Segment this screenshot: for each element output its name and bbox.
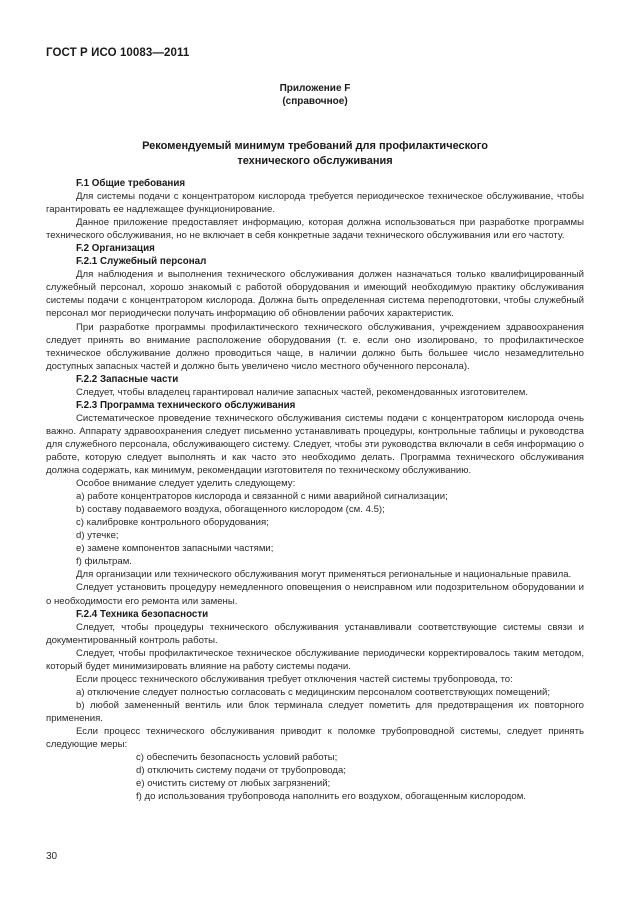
section-heading-f2: F.2 Организация [76, 243, 155, 255]
document-code: ГОСТ Р ИСО 10083—2011 [46, 47, 190, 59]
paragraph: Следует установить процедуру немедленного оповещения о неисправном или подозрительном оборудовании и о необходимости его ремонта или замены. [46, 582, 584, 607]
list-item: d) утечке; [76, 530, 119, 542]
paragraph: Если процесс технического обслуживания приводит к поломке трубопроводной системы, следует принять следующие меры: [46, 725, 584, 751]
list-item: f) фильтрам. [76, 556, 132, 568]
annex-title-line-1: Рекомендуемый минимум требований для профилактического [142, 140, 488, 152]
paragraph: Для системы подачи с концентратором кислорода требуется периодическое техническое обслуживание, чтобы гарантировать ее надлежащее функционирование. [46, 191, 584, 216]
list-item: e) очистить систему от любых загрязнений; [136, 778, 331, 790]
annex-label: Приложение F [279, 83, 351, 94]
paragraph: Следует, чтобы процедуры технического обслуживания устанавливали соответствующие системы связи и документированный контроль работы. [46, 621, 584, 646]
annex-type: (справочное) [282, 96, 348, 107]
section-heading-f21: F.2.1 Служебный персонал [76, 256, 207, 268]
paragraph: Систематическое проведение технического обслуживания системы подачи с концентратором кислорода очень важно. Аппарату здравоохранения следует письменно устанавливать процедуры, контрольные таблицы и руководства для служебного персонала, обслуживающего систему. Следует, чтобы эти руководства включали в себя информацию о работе, которую следует выполнять и как часто это необходимо делать. Программа технического обслуживания должна содержать, как минимум, рекомендации изготовителя по техническому обслуживанию. [46, 412, 584, 477]
section-heading-f24: F.2.4 Техника безопасности [76, 608, 209, 620]
section-heading-f23: F.2.3 Программа технического обслуживания [76, 399, 296, 411]
list-item: a) работе концентраторов кислорода и связанной с ними аварийной сигнализации; [76, 491, 448, 503]
paragraph: Следует, чтобы владелец гарантировал наличие запасных частей, рекомендованных изготовителем. [76, 386, 529, 398]
section-heading-f1: F.1 Общие требования [76, 178, 186, 189]
list-item: b) любой замененный вентиль или блок терминала следует пометить для предотвращения их повторного применения. [46, 699, 584, 724]
list-item: d) отключить систему подачи от трубопровода; [136, 765, 346, 777]
list-item: c) обеспечить безопасность условий работы; [136, 752, 338, 764]
paragraph: Для организации или технического обслуживания могут применяться региональные и национальные правила. [76, 569, 572, 581]
paragraph: Если процесс технического обслуживания требует отключения частей системы трубопровода, то: [76, 673, 513, 685]
list-item: e) замене компонентов запасными частями; [76, 543, 274, 555]
list-item: b) составу подаваемого воздуха, обогащенного кислородом (см. 4.5); [76, 504, 385, 516]
paragraph: Особое внимание следует уделить следующему: [76, 478, 296, 490]
page-number: 30 [46, 851, 58, 862]
section-heading-f22: F.2.2 Запасные части [76, 373, 179, 385]
list-item: c) калибровке контрольного оборудования; [76, 517, 269, 529]
paragraph: При разработке программы профилактического технического обслуживания, учреждением здравоохранения следует принять во внимание расположение оборудования (т. е. если оно изолировано, то профилактическое техническое обслуживание должно проводиться чаще, в наличии должно быть большее число незамедлительно доступных запасных частей и должно быть увеличено число местного обученного персонала). [46, 321, 584, 372]
document-body [46, 177, 584, 803]
list-item: a) отключение следует полностью согласовать с медицинским персоналом соответствующих помещений; [76, 686, 550, 698]
paragraph: Следует, чтобы профилактическое техническое обслуживание периодически корректировалось таким методом, который будет минимизировать влияние на работу системы подачи. [46, 647, 584, 672]
paragraph: Данное приложение предоставляет информацию, которая должна использоваться при разработке программы технического обслуживания, но не включает в себя конкретные задачи технического обслуживания или его частоту. [46, 217, 584, 242]
list-item: f) до использования трубопровода наполнить его воздухом, обогащенным кислородом. [136, 791, 526, 803]
annex-heading [46, 82, 584, 108]
paragraph: Для наблюдения и выполнения технического обслуживания должен назначаться только квалифицированный служебный персонал, хорошо знакомый с работой оборудования и имеющий необходимую практику обслуживания системы подачи с концентратором кислорода. Должна быть определенная система переподготовки, чтобы служебный персонал мог периодически получать информацию об обновлении рабочих характеристик. [46, 269, 584, 320]
annex-title [46, 139, 584, 169]
annex-title-line-2: технического обслуживания [237, 155, 393, 167]
